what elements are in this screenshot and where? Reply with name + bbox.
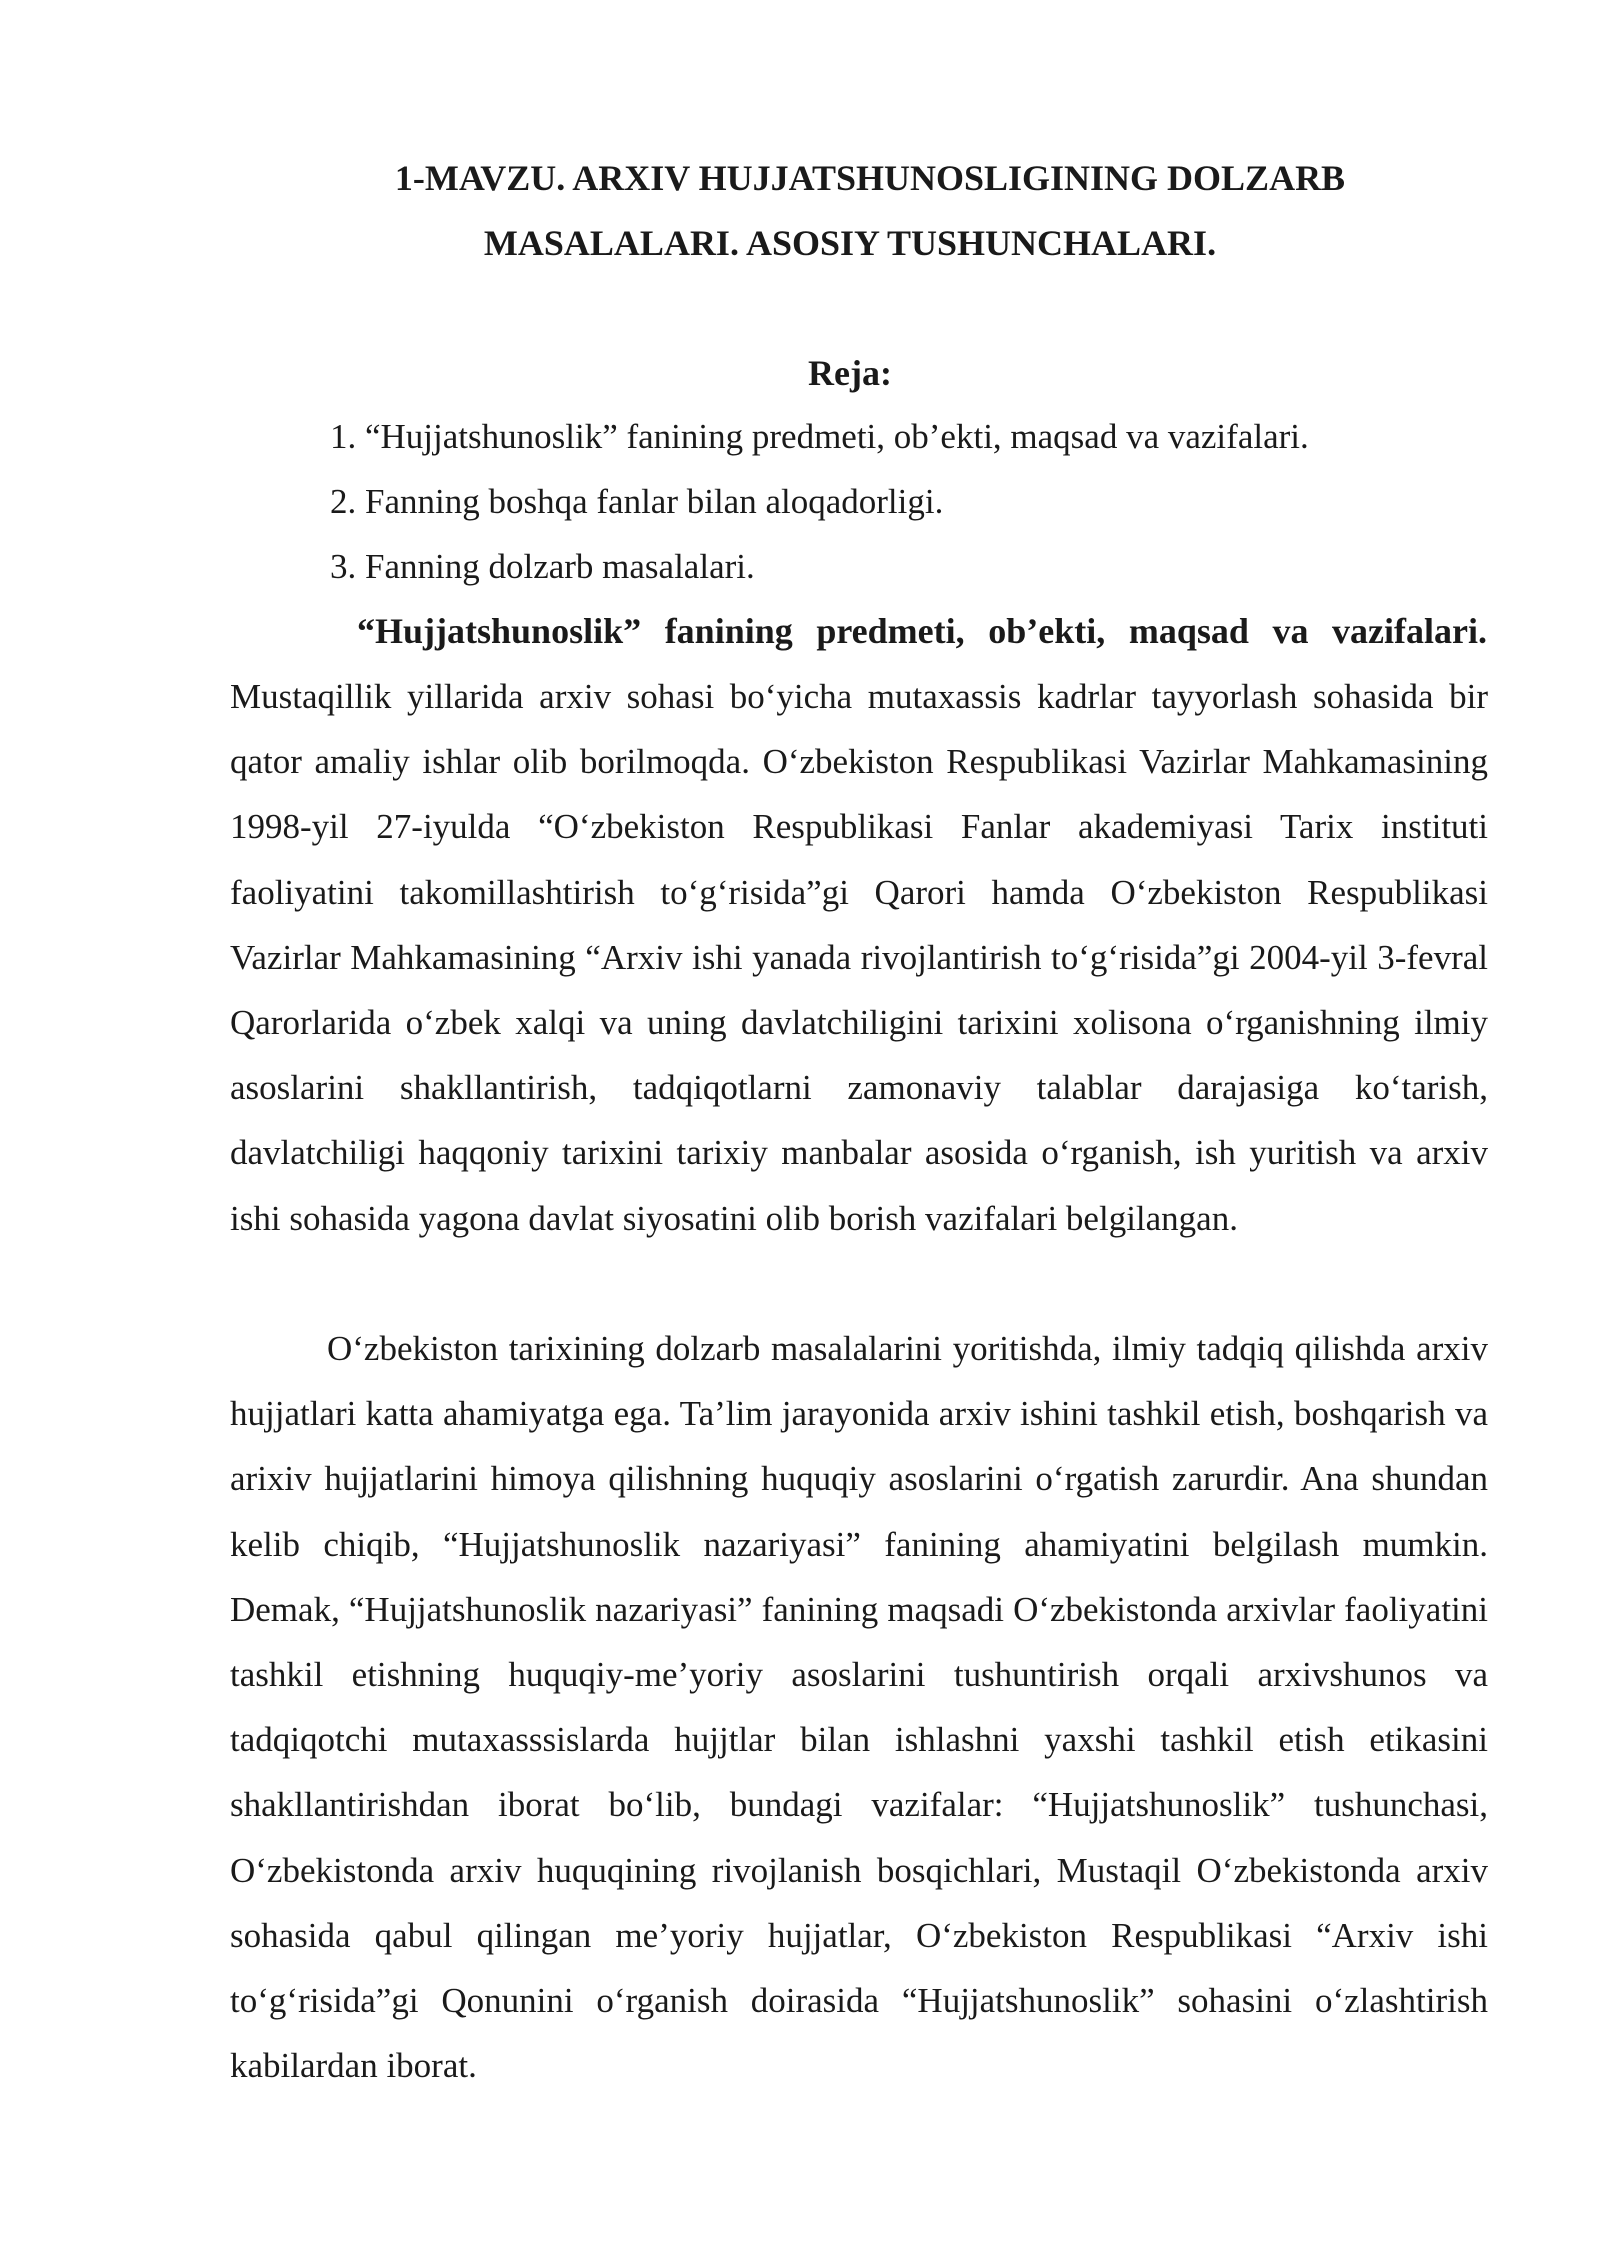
section-heading: “Hujjatshunoslik” fanining predmeti, ob’ekti, maqsad va vazifalari. [357, 611, 1487, 651]
body-paragraph: Mustaqillik yillarida arxiv sohasi bo‘yicha mutaxassis kadrlar tayyorlash sohasida bir qator amaliy ishlar olib borilmoqda. O‘zbekiston Respublikasi Vazirlar Mahkamasining 1998-yil 27-iyulda “O‘zbekiston Respublikasi Fanlar akademiyasi Tarix instituti faoliyatini takomillashtirish to‘g‘risida”gi Qarori hamda O‘zbekiston Respublikasi Vazirlar Mahkamasining “Arxiv ishi yanada rivojlantirish to‘g‘risida”gi 2004-yil 3-fevral Qarorlarida o‘zbek xalqi va uning davlatchiligini tarixini xolisona o‘rganishning ilmiy asoslarini shakllantirish, tadqiqotlarni zamonaviy talablar darajasiga ko‘tarish, davlatchiligi haqqoniy tarixini tarixiy manbalar asosida o‘rganish, ish yuritish va arxiv ishi sohasida yagona davlat siyosatini olib borish vazifalari belgilangan. [230, 677, 1488, 1238]
plan-heading: Reja: [808, 353, 892, 393]
plan-item: 3. Fanning dolzarb masalalari. [330, 547, 755, 586]
plan-item: 1. “Hujjatshunoslik” fanining predmeti, ob’ekti, maqsad va vazifalari. [330, 417, 1309, 456]
plan-item: 2. Fanning boshqa fanlar bilan aloqadorligi. [330, 482, 944, 521]
plan-list [330, 404, 1309, 599]
body-paragraph: O‘zbekiston tarixining dolzarb masalalarini yoritishda, ilmiy tadqiq qilishda arxiv hujjatlari katta ahamiyatga ega. Ta’lim jarayonida arxiv ishini tashkil etish, boshqarish va arixiv hujjatlarini himoya qilishning huquqiy asoslarini o‘rgatish zarurdir. Ana shundan kelib chiqib, “Hujjatshunoslik nazariyasi” fanining ahamiyatini belgilash mumkin. Demak, “Hujjatshunoslik nazariyasi” fanining maqsadi O‘zbekistonda arxivlar faoliyatini tashkil etishning huquqiy-me’yoriy asoslarini tushuntirish orqali arxivshunos va tadqiqotchi mutaxasssislarda hujjtlar bilan ishlashni yaxshi tashkil etish etikasini shakllantirishdan iborat bo‘lib, bundagi vazifalar: “Hujjatshunoslik” tushunchasi, O‘zbekistonda arxiv huquqining rivojlanish bosqichlari, Mustaqil O‘zbekistonda arxiv sohasida qabul qilingan me’yoriy hujjatlar, O‘zbekiston Respublikasi “Arxiv ishi to‘g‘risida”gi Qonunini o‘rganish doirasida “Hujjatshunoslik” sohasini o‘zlashtirish kabilardan iborat. [230, 1329, 1488, 2086]
document-title-line-2: MASALALARI. ASOSIY TUSHUNCHALARI. [483, 223, 1217, 263]
document-title-line-1: 1-MAVZU. ARXIV HUJJATSHUNOSLIGINING DOLZARB [394, 158, 1346, 198]
